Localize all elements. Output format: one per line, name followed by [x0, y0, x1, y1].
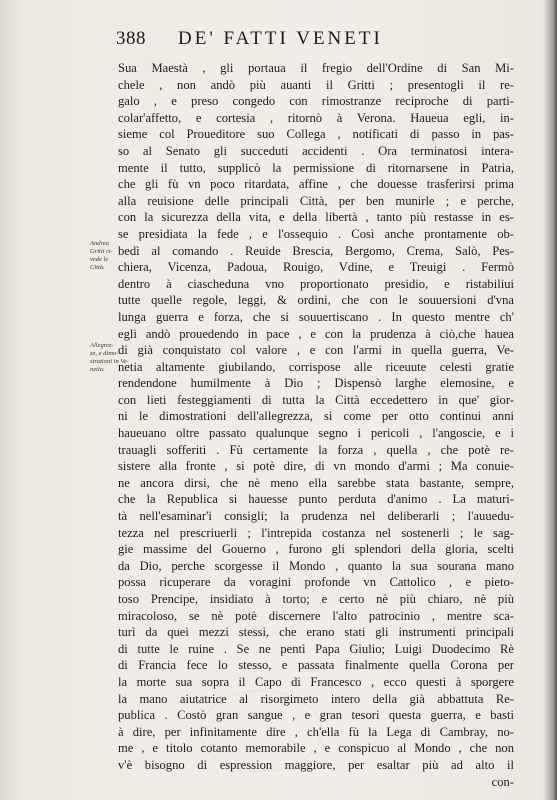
text-line: bedì al comando . Reuide Brescia, Bergomo, Crema, Salò, Pes-: [118, 243, 514, 258]
text-line: me , e titolo cotanto memorabile , e conspicuo al Mondo , che non: [118, 741, 514, 756]
text-line: galo , e preso congedo con rimostranze reciproche di parti-: [118, 94, 514, 109]
text-line: turì da quei mezzi stessi, che erano stati gli instrumenti principali: [118, 625, 514, 640]
text-line: à dire, per infinitamente dire , ch'ella fù la Lega di Cambray, no-: [118, 724, 514, 739]
margin-note-line: Città.: [90, 264, 105, 271]
text-line: chiera, Vicenza, Padoua, Rouigo, Vdine, e Treuigi . Fermò: [118, 260, 514, 275]
margin-note-line: vede le: [90, 256, 109, 263]
text-line: la morte sua sopra il Capo di Francesco , ecco questi à sporgere: [118, 674, 514, 689]
text-line: colar'affetto, e cortesia , ritornò à Verona. Haueua egli, in-: [118, 110, 514, 125]
margin-note-line: Allegrez-: [90, 342, 114, 349]
text-line: che la Republica si hauesse punto perduta d'animo . La maturi-: [118, 492, 514, 507]
text-line: Sua Maestà , gli portaua il fregio dell'Ordine di San Mi-: [118, 61, 514, 75]
binding-shadow: [543, 0, 557, 800]
text-line: tutte quelle regole, leggi, & ordini, che con le souuersioni d'vna: [118, 293, 514, 308]
text-line: con lieti festeggiamenti di tutta la Città eccedettero in que' gior-: [118, 392, 514, 407]
text-line: alla reuisione delle principali Città, per ben munirle ; e perche,: [118, 193, 514, 208]
text-line: con la sicurezza della vita, e della libertà , tanto più restasse in es-: [118, 210, 514, 225]
text-line: di già conquistato col valore , e con l'armi in quella guerra, Ve-: [118, 343, 514, 358]
text-line: sieme col Proueditore suo Collega , notificati di passo in pas-: [118, 127, 514, 142]
text-line: trauagli sofferiti . Fù certamente la forza , quella , che potè re-: [118, 442, 514, 457]
text-line: sistere alla fronte , si potè dire, di vn mondo d'armi ; Ma conuie-: [118, 459, 514, 474]
page-header: [116, 28, 516, 56]
text-line: netia altamente giubilando, corrispose alle riceuute celesti gratie: [118, 359, 514, 374]
text-line: tezza nel prescriuerli ; l'intrepida costanza nel sostenerli ; le sag-: [118, 525, 514, 540]
text-line: ni le dimostrationi dell'allegrezza, si come per otto continui anni: [118, 409, 514, 424]
running-title: DE' FATTI VENETI: [178, 28, 383, 49]
margin-note-line: strationi in Ve-: [90, 358, 129, 365]
text-line: dentro à ciascheduna vno proportionato presidio, e ristabiliui: [118, 276, 514, 291]
text-line: rendendone humilmente à Dio ; Dispensò larghe elemosine, e: [118, 376, 514, 391]
page-number: 388: [116, 28, 146, 49]
text-line: ne ancora dirsi, che nè meno ella sarebbe stata bastante, sempre,: [118, 475, 514, 490]
text-line: di Francia fece lo stesso, e passata finalmente quella Corona per: [118, 658, 514, 673]
margin-note-line: Andrea: [90, 240, 109, 247]
margin-note-line: Gritti ri-: [90, 248, 113, 255]
text-line: di tutte le ruine . Se ne pentì Papa Giulio; Luigi Duodecimo Rè: [118, 641, 514, 656]
text-line: lunga guerra e forza, che si souuertiscano . In questo mentre ch': [118, 309, 514, 324]
text-line: se presidiata la fede , e l'ossequio . Così anche prontamente ob-: [118, 226, 514, 241]
text-line: haueuano oltre passato qualunque segno i pericoli , l'angoscie, e i: [118, 426, 514, 441]
text-line: publica . Costò gran sangue , e gran tesori questa guerra, e basti: [118, 708, 514, 723]
text-line: possa ricuperare da voragini profonde vn Cattolico , e pieto-: [118, 575, 514, 590]
text-line: che gli fù vn poco ritardata, affine , che douesse trasferirsi prima: [118, 177, 514, 192]
text-line: v'è bisogno di espression maggiore, per esaltar più ad alto il: [118, 757, 514, 772]
text-line: toso Prencipe, insidiato à torto; e certo nè più chiaro, nè più: [118, 592, 514, 606]
text-line: la mano aiutatrice al risorgimeto intero della già abbattuta Re-: [118, 691, 514, 706]
text-line: da Dio, perche scorgesse il Mondo , quanto la sua sourana mano: [118, 558, 514, 573]
text-line: egli andò prouedendo in pace , e con la prudenza à ciò,che hauea: [118, 326, 514, 341]
text-line: chele , non andò più auanti il Gritti ; presentogli il re-: [118, 77, 514, 92]
margin-note-line: ze, e dimo-: [90, 350, 119, 357]
text-line: miracoloso, se nè potè discernere l'alto patrocinio , mentre sca-: [118, 608, 514, 623]
text-line: tà nell'esaminar'i consigli; la prudenza nel deliberarli ; l'auuedu-: [118, 509, 514, 524]
text-line: gie massime del Gouerno , furono gli splendori della gloria, scelti: [118, 542, 514, 557]
margin-note-line: netia.: [90, 366, 105, 373]
body-text: [118, 60, 514, 790]
text-line: mente il tutto, supplicò la permissione di ritornarsene in Patria,: [118, 160, 514, 175]
catchword: con-: [491, 774, 514, 789]
text-line: so al Senato gli succeduti accidenti . Ora terminatosi interа-: [118, 143, 514, 158]
